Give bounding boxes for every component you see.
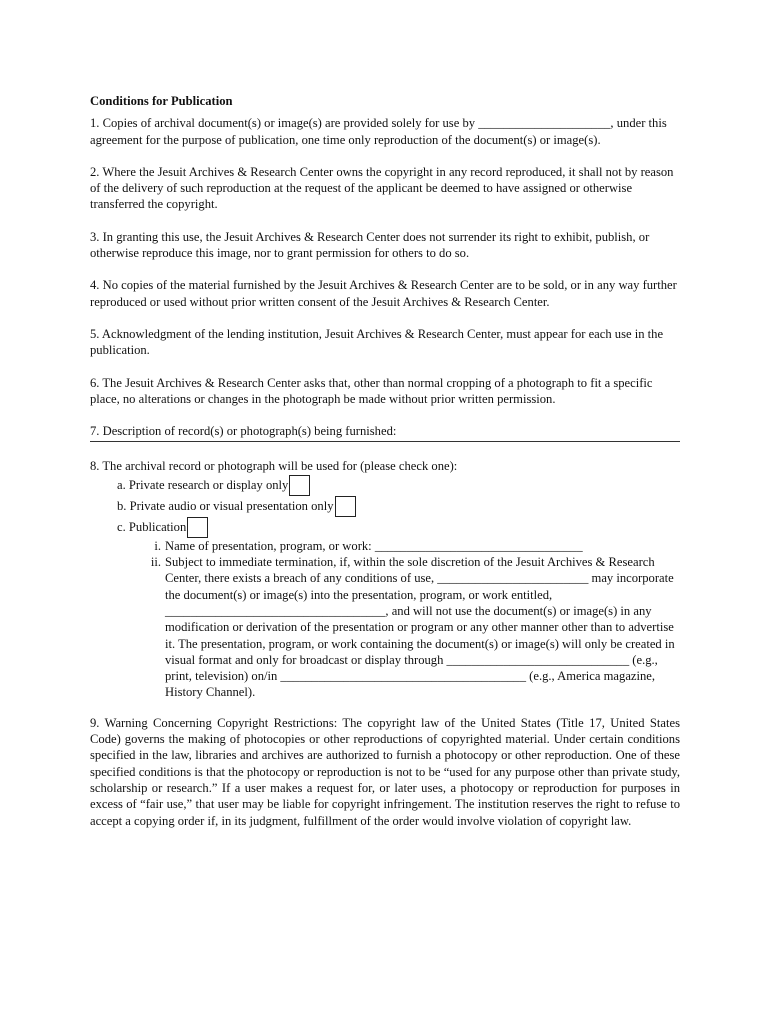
condition-1: 1. Copies of archival document(s) or image(s) are provided solely for use by _____________________, under this agreement for the purpose of publication, one time only reproduction of the document(s) or image(s).: [90, 116, 667, 147]
usage-options: [117, 475, 680, 538]
conditions-section: [90, 93, 680, 845]
condition-4: 4. No copies of the material furnished by the Jesuit Archives & Research Center are to be sold, or in any way further reproduced or used without prior written consent of the Jesuit Archives & Research Center.: [90, 278, 677, 309]
condition-6: 6. The Jesuit Archives & Research Center asks that, other than normal cropping of a photograph to fit a specific place, no alterations or changes in the photograph be made without prior written permission.: [90, 375, 653, 406]
publication-subitem-i: [143, 538, 680, 554]
option-a-checkbox[interactable]: [289, 475, 310, 496]
option-c-label: c. Publication: [117, 520, 187, 535]
option-publication: [117, 517, 680, 538]
condition-3: 3. In granting this use, the Jesuit Archives & Research Center does not surrender its right to exhibit, publish, or otherwise reproduce this image, nor to grant permission for others to do so.: [90, 229, 650, 261]
section-title: Conditions for Publication: [90, 94, 233, 108]
subitem-i-number: i.: [154, 538, 161, 553]
condition-9-copyright-warning: 9. Warning Concerning Copyright Restrictions: The copyright law of the United States (Title 17, United States Code) governs the making of photocopies or other reproductions of copyrighted material. Under certain conditions specified in the law, libraries and archives are authorized to furnish a photocopy or other reproduction. One of these specified conditions is that the photocopy or reproduction is not to be “used for any purpose other than private study, scholarship or research.” If a user makes a request for, or later uses, a photocopy or reproduction for purposes in excess of “fair use,” that user may be liable for copyright infringement. The institution reserves the right to refuse to accept a copying order if, in its judgment, fulfillment of the order would involve violation of copyright law.: [90, 715, 680, 828]
condition-8: [90, 458, 680, 700]
option-private-research: [117, 475, 680, 496]
subitem-ii-number: ii.: [150, 555, 161, 570]
option-b-checkbox[interactable]: [335, 496, 356, 517]
option-c-checkbox[interactable]: [187, 517, 208, 538]
condition-7: 7. Description of record(s) or photograph(s) being furnished:: [90, 424, 397, 439]
condition-2: 2. Where the Jesuit Archives & Research Center owns the copyright in any record reproduced, it shall not by reason of the delivery of such reproduction at the request of the applicant be deemed to have assigned or otherwise transferred the copyright.: [90, 164, 674, 212]
option-b-label: b. Private audio or visual presentation only: [117, 499, 334, 514]
description-blank-line[interactable]: [90, 441, 680, 442]
subitem-ii-text: Subject to immediate termination, if, within the sole discretion of the Jesuit Archives & Research Center, there exists a breach of any conditions of use, ________________________ may incorporate the document(s) or image(s) into the presentation, program, or work entitled, ___________________________________, and will not use the document(s) or image(s) in any modification or derivation of the presentation or program or any other manner other than to advertise it. The presentation, program, or work containing the document(s) or image(s) will only be created in visual format and only for broadcast or display through _____________________________ (e.g., print, television) on/in _______________________________________ (e.g., America magazine, History Channel).: [165, 555, 675, 700]
option-private-presentation: [117, 496, 680, 517]
publication-subitem-ii: [143, 554, 680, 701]
subitem-i-text: Name of presentation, program, or work: _________________________________: [165, 538, 583, 553]
condition-8-text: 8. The archival record or photograph will be used for (please check one):: [90, 459, 458, 474]
option-a-label: a. Private research or display only: [117, 478, 289, 493]
condition-5: 5. Acknowledgment of the lending institution, Jesuit Archives & Research Center, must appear for each use in the publication.: [90, 326, 664, 358]
